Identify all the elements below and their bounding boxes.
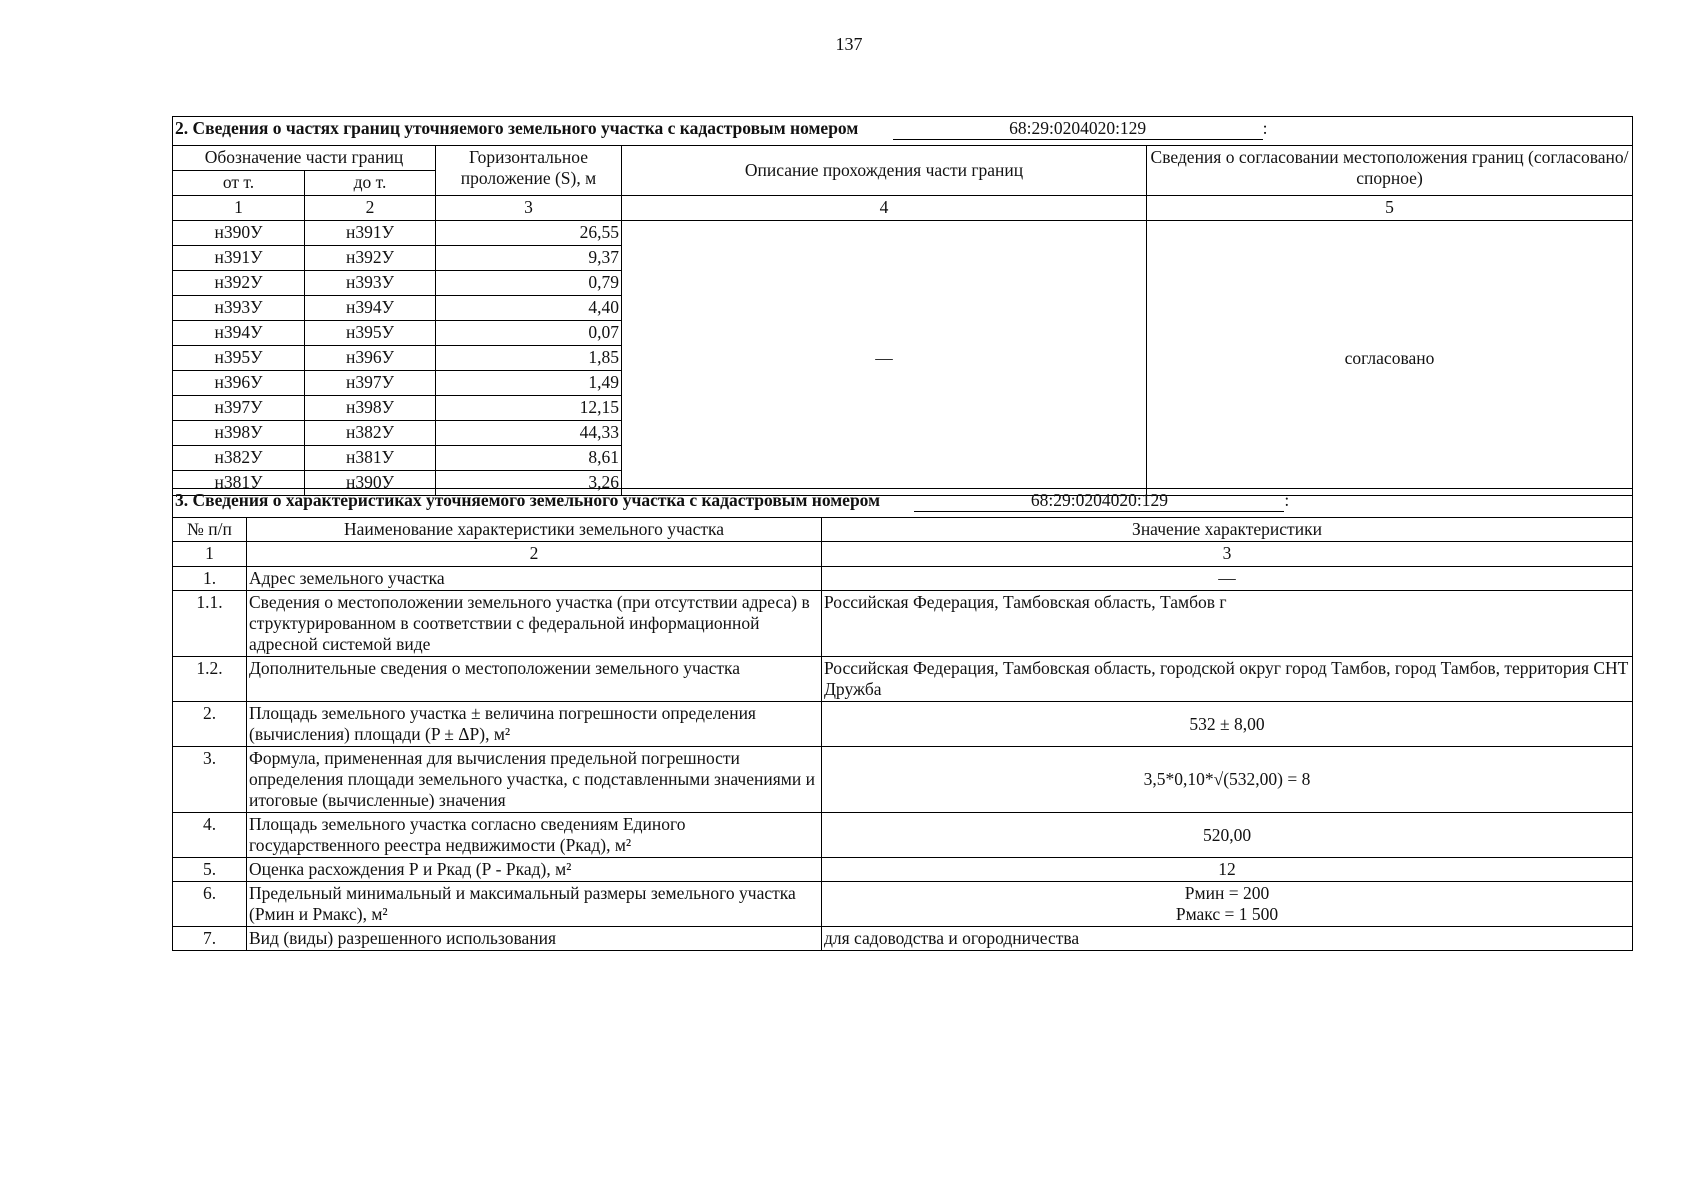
row-number: 1.2. — [173, 657, 247, 702]
distance-value: 0,07 — [436, 321, 622, 346]
characteristic-name: Вид (виды) разрешенного использования — [247, 927, 822, 951]
characteristic-name: Адрес земельного участка — [247, 567, 822, 591]
row-number: 1. — [173, 567, 247, 591]
horizontal-distance-header: Горизонтальное проложение (S), м — [436, 146, 622, 196]
from-point: н398У — [173, 421, 305, 446]
section3-title-cell — [173, 489, 1633, 518]
table-row — [173, 747, 1633, 813]
characteristic-name: Площадь земельного участка ± величина погрешности определения (вычисления) площади (P ± ΔP), м² — [247, 702, 822, 747]
to-point: н390У — [305, 471, 436, 496]
row-number: 6. — [173, 882, 247, 927]
row-number: 3. — [173, 747, 247, 813]
characteristic-name: Площадь земельного участка согласно сведениям Единого государственного реестра недвижимости (Ркад), м² — [247, 813, 822, 858]
characteristic-name: Сведения о местоположении земельного участка (при отсутствии адреса) в структурированном в соответствии с федеральной информационной адресной системой виде — [247, 591, 822, 657]
distance-value: 8,61 — [436, 446, 622, 471]
table-row — [173, 221, 1633, 246]
from-point: н381У — [173, 471, 305, 496]
column-number: 3 — [822, 542, 1633, 567]
table-row — [173, 927, 1633, 951]
characteristic-value: Российская Федерация, Тамбовская область, Тамбов г — [822, 591, 1633, 657]
distance-value: 44,33 — [436, 421, 622, 446]
max-size-value: Рмакс = 1 500 — [1175, 904, 1279, 924]
row-number: 5. — [173, 858, 247, 882]
distance-value: 12,15 — [436, 396, 622, 421]
from-point: н392У — [173, 271, 305, 296]
from-point: н393У — [173, 296, 305, 321]
from-point: н395У — [173, 346, 305, 371]
distance-value: 26,55 — [436, 221, 622, 246]
characteristic-value: 12 — [822, 858, 1633, 882]
table-row — [173, 567, 1633, 591]
value-header: Значение характеристики — [822, 518, 1633, 542]
column-number: 2 — [247, 542, 822, 567]
agreement-header: Сведения о согласовании местоположения границ (согласовано/спорное) — [1147, 146, 1633, 196]
characteristic-value: 520,00 — [822, 813, 1633, 858]
distance-value: 1,85 — [436, 346, 622, 371]
agreement-value: согласовано — [1147, 221, 1633, 496]
characteristic-value: 532 ± 8,00 — [822, 702, 1633, 747]
from-point: н382У — [173, 446, 305, 471]
to-point: н381У — [305, 446, 436, 471]
row-number: 2. — [173, 702, 247, 747]
characteristic-value: 3,5*0,10*√(532,00) = 8 — [822, 747, 1633, 813]
name-header: Наименование характеристики земельного участка — [247, 518, 822, 542]
to-point: н395У — [305, 321, 436, 346]
column-number: 1 — [173, 196, 305, 221]
from-point: н391У — [173, 246, 305, 271]
row-number: 7. — [173, 927, 247, 951]
characteristic-value: для садоводства и огородничества — [822, 927, 1633, 951]
distance-value: 0,79 — [436, 271, 622, 296]
part-designation-header: Обозначение части границ — [173, 146, 436, 171]
from-point: н396У — [173, 371, 305, 396]
distance-value: 3,26 — [436, 471, 622, 496]
column-number: 4 — [622, 196, 1147, 221]
column-number: 2 — [305, 196, 436, 221]
to-point: н392У — [305, 246, 436, 271]
section3-colon: : — [1284, 490, 1290, 510]
to-point: н396У — [305, 346, 436, 371]
characteristic-value — [822, 882, 1633, 927]
characteristic-name: Предельный минимальный и максимальный размеры земельного участка (Рмин и Рмакс), м² — [247, 882, 822, 927]
to-point: н397У — [305, 371, 436, 396]
description-header: Описание прохождения части границ — [622, 146, 1147, 196]
from-point: н390У — [173, 221, 305, 246]
section2-cadastral-number: 68:29:0204020:129 — [893, 118, 1263, 140]
section2-title: 2. Сведения о частях границ уточняемого земельного участка с кадастровым номером — [175, 118, 859, 138]
characteristic-name: Оценка расхождения Р и Ркад (Р - Ркад), м² — [247, 858, 822, 882]
table-row — [173, 813, 1633, 858]
table-row — [173, 702, 1633, 747]
from-point: н397У — [173, 396, 305, 421]
min-size-value: Рмин = 200 — [1184, 883, 1270, 903]
table-row — [173, 591, 1633, 657]
characteristic-value: Российская Федерация, Тамбовская область, городской округ город Тамбов, город Тамбов, территория СНТ Дружба — [822, 657, 1633, 702]
table-row — [173, 882, 1633, 927]
num-header: № п/п — [173, 518, 247, 542]
distance-value: 9,37 — [436, 246, 622, 271]
to-point: н391У — [305, 221, 436, 246]
boundary-parts-table — [172, 116, 1633, 496]
column-number: 3 — [436, 196, 622, 221]
characteristic-name: Дополнительные сведения о местоположении земельного участка — [247, 657, 822, 702]
to-point: н394У — [305, 296, 436, 321]
page-number: 137 — [835, 34, 863, 54]
row-number: 4. — [173, 813, 247, 858]
section2-title-cell — [173, 117, 1633, 146]
distance-value: 4,40 — [436, 296, 622, 321]
to-point: н393У — [305, 271, 436, 296]
section2-colon: : — [1262, 118, 1268, 138]
table-row — [173, 657, 1633, 702]
to-point: н398У — [305, 396, 436, 421]
column-number: 5 — [1147, 196, 1633, 221]
from-point-header: от т. — [173, 171, 305, 196]
row-number: 1.1. — [173, 591, 247, 657]
characteristic-value: — — [822, 567, 1633, 591]
characteristic-name: Формула, примененная для вычисления предельной погрешности определения площади земельного участка, с подставленными значениями и итоговые (вычисленные) значения — [247, 747, 822, 813]
section3-cadastral-number: 68:29:0204020:129 — [914, 490, 1284, 512]
description-value: — — [622, 221, 1147, 496]
from-point: н394У — [173, 321, 305, 346]
table-row — [173, 858, 1633, 882]
to-point: н382У — [305, 421, 436, 446]
section3-title: 3. Сведения о характеристиках уточняемого земельного участка с кадастровым номером — [175, 490, 881, 510]
characteristics-table — [172, 488, 1633, 951]
to-point-header: до т. — [305, 171, 436, 196]
column-number: 1 — [173, 542, 247, 567]
distance-value: 1,49 — [436, 371, 622, 396]
